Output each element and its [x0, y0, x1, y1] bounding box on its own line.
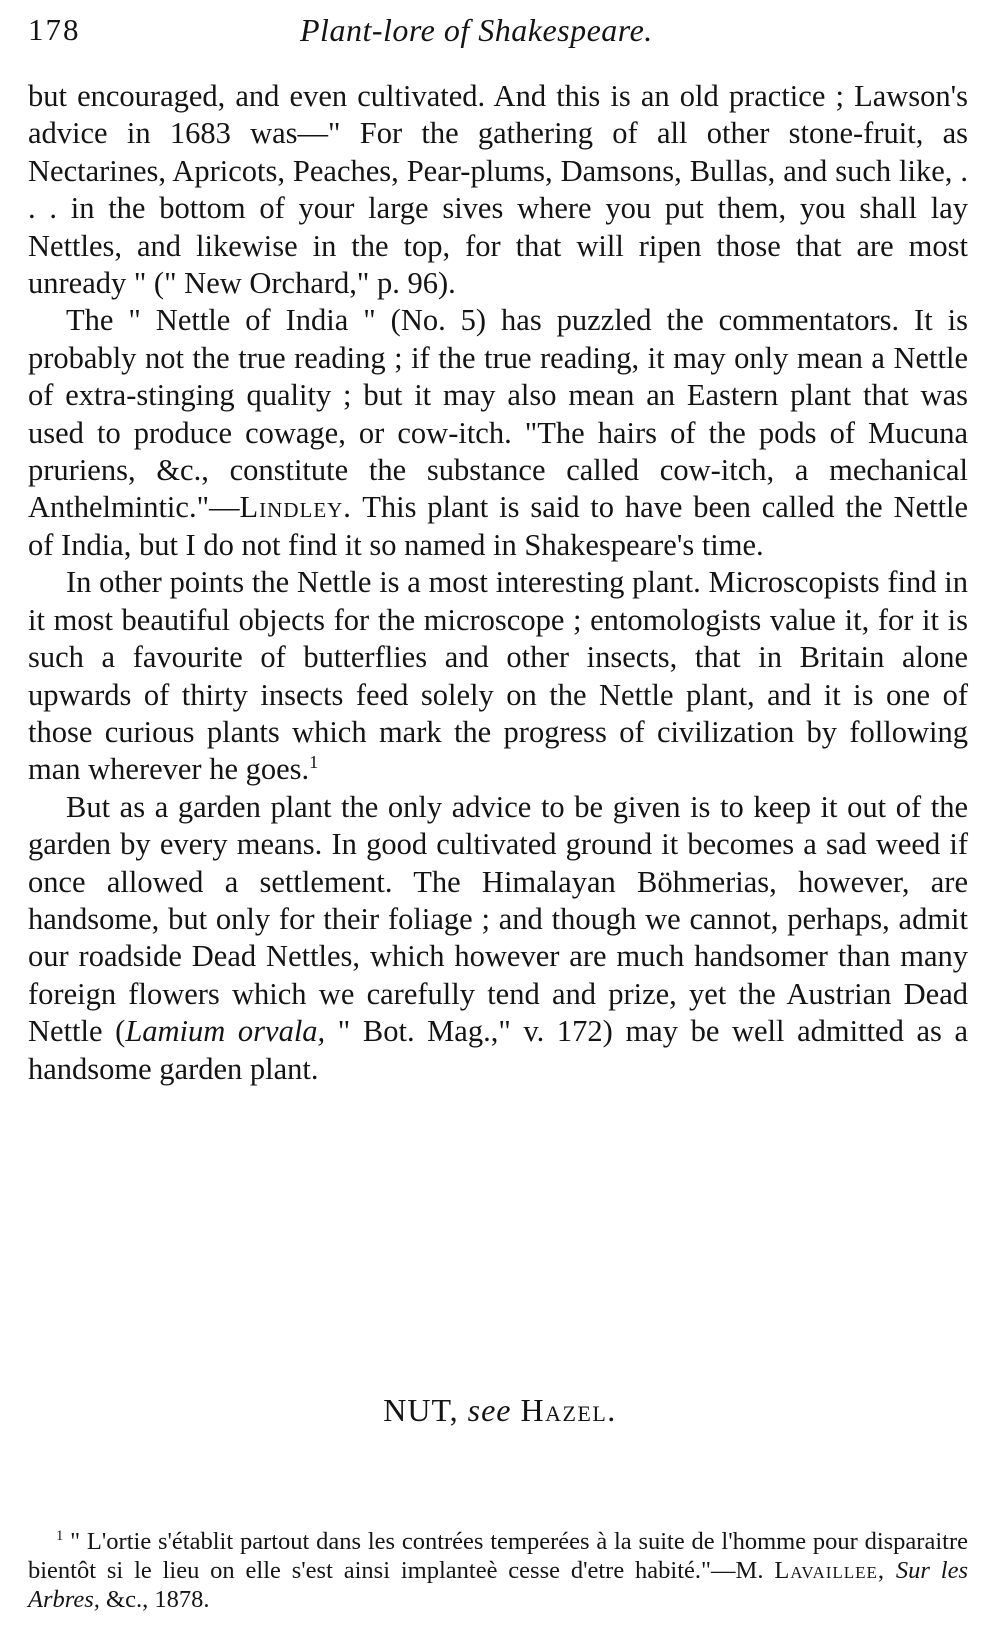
section-title: NUT,	[383, 1392, 459, 1428]
footnote-tail: &c., 1878.	[99, 1586, 210, 1613]
footnote-author: Lavaillee,	[774, 1557, 886, 1584]
cross-reference-target: Hazel.	[520, 1392, 617, 1428]
footnote-reference: 1	[309, 752, 319, 773]
paragraph-text: The " Nettle of India " (No. 5) has puzzled the commentators. It is probably not the true reading ; if the true reading, it may only mean a Nettle of extra-stinging quality ; but it may also mean an Eastern plant that was used to produce cowage, or cow-itch. "The hairs of the pods of Mucuna pruriens, &c., constitute the substance called cow-itch, a mechanical Anthelmintic."—	[28, 303, 968, 525]
footnote-quote: " L'ortie s'établit partout dans les contrées temperées à la suite de l'homme pour disparaitre bientôt si le lieu on elle s'est ainsi implanteè cesse d'etre habité."—M.	[28, 1528, 968, 1584]
paragraph-interesting-plant	[28, 564, 968, 788]
cited-author: Lindley.	[239, 490, 352, 525]
page-number: 178	[28, 12, 81, 47]
section-heading	[0, 1392, 1000, 1429]
paragraph-text: " Bot. Mag.," v. 172) may be well admitted as a handsome garden plant.	[28, 1014, 969, 1086]
running-head: Plant-lore of Shakespeare.	[300, 12, 653, 48]
latin-name: Lamium orvala,	[125, 1014, 326, 1049]
cross-reference-see: see	[467, 1392, 512, 1428]
paragraph-text: But as a garden plant the only advice to be given is to keep it out of the garden by every means. In good cultivated ground it becomes a sad weed if once allowed a settlement. The Himalayan Böhmerias, however, are handsome, but only for their foliage ; and though we cannot, perhaps, admit our roadside Dead Nettles, which however are much handsomer than many foreign flowers which we carefully tend and prize, yet the Austrian Dead Nettle (	[28, 789, 968, 1049]
paragraph-text: This plant is said to have been called the Nettle of India, but I do not find it so named in Shakespeare's time.	[28, 490, 968, 562]
paragraph-nettle-of-india	[28, 302, 968, 564]
footnote	[28, 1527, 968, 1614]
footnote-work: Sur les Arbres,	[28, 1557, 968, 1613]
paragraph-lawson-advice: but encouraged, and even cultivated. And this is an old practice ; Lawson's advice in 1683 was—" For the gathering of all other stone-fruit, as Nectarines, Apricots, Peaches, Pear-plums, Damsons, Bullas, and such like, . . . in the bottom of your large sives where you put them, you shall lay Nettles, and likewise in the top, for that will ripen those that are most unready " (" New Orchard," p. 96).	[28, 79, 968, 301]
paragraph-garden-plant	[28, 789, 968, 1088]
body-text	[28, 78, 968, 1088]
footnote-marker: 1	[56, 1527, 64, 1544]
paragraph-text: In other points the Nettle is a most interesting plant. Microscopists find in it most beautiful objects for the microscope ; entomologists value it, for it is such a favourite of butterflies and other insects, that in Britain alone upwards of thirty insects feed solely on the Nettle plant, and it is one of those curious plants which mark the progress of civilization by following man wherever he goes.	[28, 565, 968, 787]
